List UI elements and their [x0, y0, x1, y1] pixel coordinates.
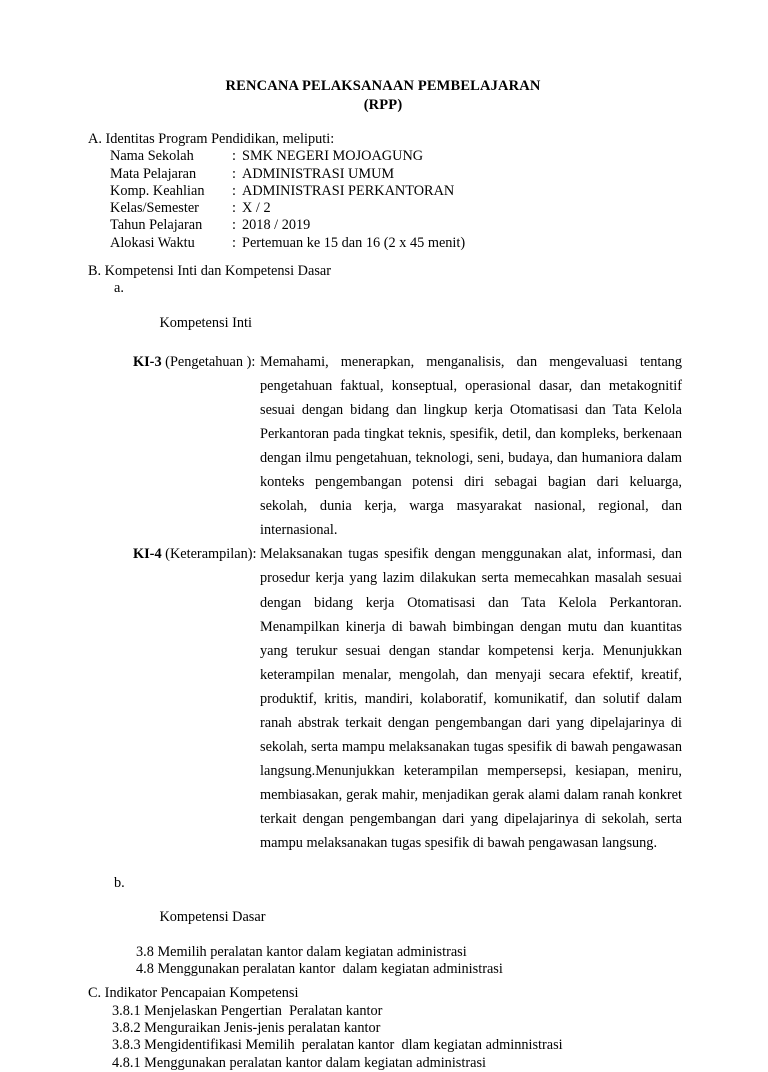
identity-label-komp-keahlian: Komp. Keahlian	[110, 182, 205, 199]
ki4-body-text: Melaksanakan tugas spesifik dengan menggunakan alat, informasi, dan prosedur kerja yang lazim dilakukan serta memecahkan masalah sesuai dengan bidang kerja Otomatisasi dan Tata Kelola Perkantoran. Menampilkan kinerja di bawah bimbingan dengan mutu dan kuantitas yang terukur sesuai dengan standar kompetensi kerja. Menunjukkan keterampilan menalar, mengolah, dan menyaji secara efektif, kreatif, produktif, kritis, mandiri, kolaboratif, komunikatif, dan solutif dalam ranah abstrak terkait dengan pengembangan dari yang dipelajarinya di sekolah, serta mampu melaksanakan tugas spesifik di bawah pengawasan langsung.Menunjukkan keterampilan mempersepsi, kesiapan, meniru, membiasakan, gerak mahir, menjadikan gerak alami dalam ranah konkret terkait dengan pengembangan dari yang dipelajarinya di sekolah, serta mampu melaksanakan tugas spesifik di bawah pengawasan langsung.	[260, 546, 682, 852]
list-item: 3.8.1 Menjelaskan Pengertian Peralatan kantor	[112, 1002, 383, 1019]
table-row	[110, 200, 465, 217]
table-row	[110, 217, 465, 234]
identity-label-alokasi-waktu: Alokasi Waktu	[110, 234, 195, 251]
identity-colon: :	[232, 148, 236, 165]
table-row	[110, 148, 465, 165]
identity-label-nama-sekolah: Nama Sekolah	[110, 148, 194, 165]
section-c-heading: C. Indikator Pencapaian Kompetensi	[88, 985, 299, 1002]
list-item: 3.8.3 Mengidentifikasi Memilih peralatan kantor dlam kegiatan adminnistrasi	[112, 1037, 563, 1054]
identity-table	[110, 148, 465, 252]
list-item: 4.8 Menggunakan peralatan kantor dalam kegiatan administrasi	[136, 961, 503, 978]
identity-value-mata-pelajaran: ADMINISTRASI UMUM	[242, 165, 395, 182]
list-item: 3.8 Memilih peralatan kantor dalam kegiatan administrasi	[136, 943, 467, 960]
section-a-heading: A. Identitas Program Pendidikan, meliputi:	[88, 131, 335, 147]
kompetensi-inti-label: Kompetensi Inti	[159, 314, 252, 331]
identity-colon: :	[232, 200, 236, 217]
identity-colon: :	[232, 234, 236, 251]
list-item: 4.8.1 Menggunakan peralatan kantor dalam kegiatan administrasi	[112, 1054, 486, 1071]
ki4-label-code: KI-4	[133, 546, 162, 563]
document-title-line2: (RPP)	[363, 97, 403, 113]
ki3-label-code: KI-3	[133, 353, 162, 370]
list-marker-a: a.	[114, 280, 124, 297]
section-b-sub-b	[114, 875, 682, 944]
document-title-line1: RENCANA PELAKSANAAN PEMBELAJARAN	[225, 78, 541, 94]
identity-value-alokasi-waktu: Pertemuan ke 15 dan 16 (2 x 45 menit)	[242, 234, 466, 251]
ki4-paragraph	[133, 542, 682, 855]
ki3-body-text: Memahami, menerapkan, menganalisis, dan mengevaluasi tentang pengetahuan faktual, konseptual, operasional dasar, dan metakognitif sesuai dengan bidang dan lingkup kerja Otomatisasi dan Tata Kelola Perkantoran pada tingkat teknis, spesifik, detil, dan kompleks, berkenaan dengan ilmu pengetahuan, teknologi, seni, budaya, dan humaniora dalam konteks pengembangan potensi diri sebagai bagian dari keluarga, sekolah, dunia kerja, warga masyarakat nasional, regional, dan internasional.	[260, 353, 682, 539]
section-b-sub-a	[114, 280, 682, 349]
ki3-paragraph	[133, 350, 682, 543]
table-row	[110, 166, 465, 183]
list-item: 3.8.2 Menguraikan Jenis-jenis peralatan kantor	[112, 1019, 381, 1036]
identity-colon: :	[232, 217, 236, 234]
ki4-label-text: (Keterampilan):	[161, 546, 257, 563]
table-row	[110, 235, 465, 252]
ki4-label	[133, 542, 256, 566]
identity-value-tahun-pelajaran: 2018 / 2019	[242, 217, 311, 234]
kompetensi-dasar-label: Kompetensi Dasar	[159, 909, 266, 926]
identity-label-tahun-pelajaran: Tahun Pelajaran	[110, 217, 203, 234]
document-body	[88, 131, 682, 1072]
ki3-label-text: (Pengetahuan ):	[161, 353, 256, 370]
identity-value-nama-sekolah: SMK NEGERI MOJOAGUNG	[242, 148, 424, 165]
identity-colon: :	[232, 165, 236, 182]
identity-colon: :	[232, 182, 236, 199]
identity-value-kelas-semester: X / 2	[242, 200, 271, 217]
identity-label-kelas-semester: Kelas/Semester	[110, 200, 199, 217]
section-b-heading: B. Kompetensi Inti dan Kompetensi Dasar	[88, 263, 331, 280]
list-marker-b: b.	[114, 874, 125, 891]
identity-value-komp-keahlian: ADMINISTRASI PERKANTORAN	[242, 182, 455, 199]
identity-label-mata-pelajaran: Mata Pelajaran	[110, 165, 197, 182]
ki3-label	[133, 350, 255, 374]
table-row	[110, 183, 465, 200]
